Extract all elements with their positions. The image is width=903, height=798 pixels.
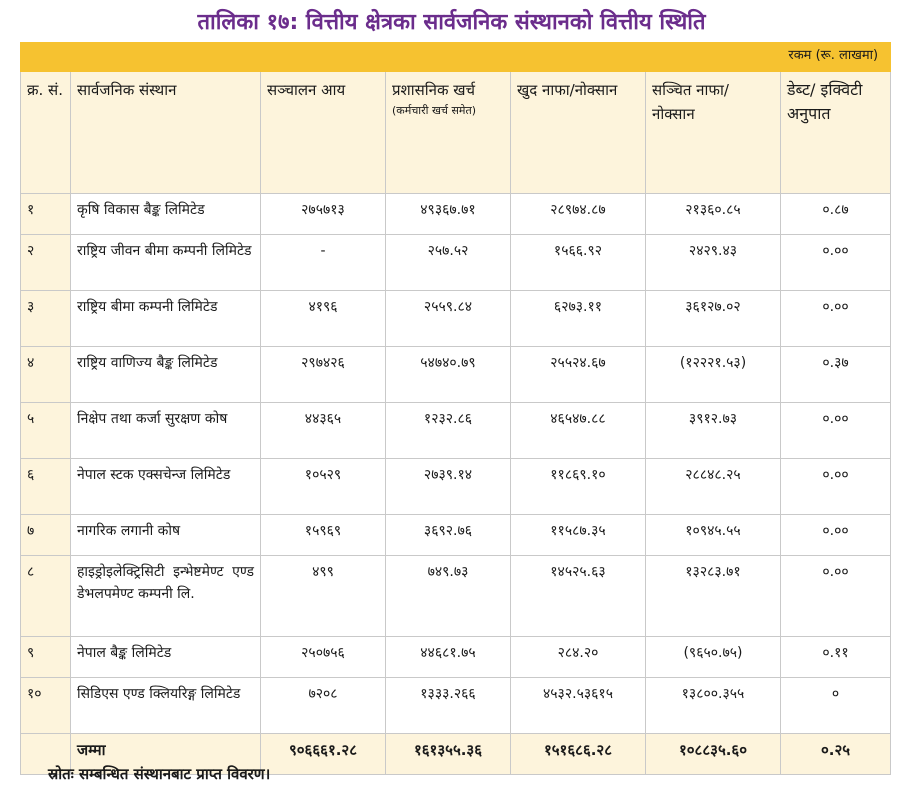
table-title: तालिका १७: वित्तीय क्षेत्रका सार्वजनिक संस्थानको वित्तीय स्थिति (197, 10, 706, 35)
financial-table-container (20, 42, 890, 775)
total-cum: १०८८३५.६० (646, 734, 781, 775)
header-income: सञ्चालन आय (261, 72, 386, 194)
row-debt: ०.०० (781, 235, 891, 291)
row-cum: २१३६०.८५ (646, 194, 781, 235)
row-admin: ४४६८१.७५ (386, 637, 511, 678)
row-admin: २७३९.१४ (386, 459, 511, 515)
row-cum: (९६५०.७५) (646, 637, 781, 678)
row-name: राष्ट्रिय वाणिज्य बैङ्क लिमिटेड (71, 347, 261, 403)
row-admin: ३६९२.७६ (386, 515, 511, 556)
row-income: १५९६९ (261, 515, 386, 556)
row-net: २८४.२० (511, 637, 646, 678)
table-row (21, 194, 891, 235)
table-row (21, 556, 891, 637)
row-income: २७५७१३ (261, 194, 386, 235)
row-net: ११८६९.१० (511, 459, 646, 515)
row-debt: ० (781, 678, 891, 734)
header-admin-note: (कर्मचारी खर्च समेत) (392, 104, 477, 117)
row-debt: ०.११ (781, 637, 891, 678)
header-admin-label: प्रशासनिक खर्च (392, 81, 476, 99)
row-net: १५६६.९२ (511, 235, 646, 291)
row-debt: ०.०० (781, 556, 891, 637)
table-row (21, 347, 891, 403)
row-cum: १०९४५.५५ (646, 515, 781, 556)
row-debt: ०.८७ (781, 194, 891, 235)
row-name: निक्षेप तथा कर्जा सुरक्षण कोष (71, 403, 261, 459)
row-name: हाइड्रोइलेक्ट्रिसिटी इन्भेष्टमेण्ट एण्ड डेभलपमेण्ट कम्पनी लि. (71, 556, 261, 637)
row-income: ४४३६५ (261, 403, 386, 459)
row-name: नेपाल स्टक एक्सचेन्ज लिमिटेड (71, 459, 261, 515)
table-row (21, 403, 891, 459)
table-row (21, 235, 891, 291)
row-name: राष्ट्रिय बीमा कम्पनी लिमिटेड (71, 291, 261, 347)
table-row (21, 291, 891, 347)
row-name: सिडिएस एण्ड क्लियरिङ्ग लिमिटेड (71, 678, 261, 734)
total-income: ९०६६६१.२८ (261, 734, 386, 775)
row-income: २९७४२६ (261, 347, 386, 403)
row-sn: ६ (21, 459, 71, 515)
row-income: - (261, 235, 386, 291)
total-admin: १६१३५५.३६ (386, 734, 511, 775)
row-debt: ०.०० (781, 403, 891, 459)
row-sn: ५ (21, 403, 71, 459)
row-admin: १२३२.८६ (386, 403, 511, 459)
row-sn: २ (21, 235, 71, 291)
header-net: खुद नाफा/नोक्सान (511, 72, 646, 194)
row-admin: ५४७४०.७९ (386, 347, 511, 403)
header-sn: क्र. सं. (21, 72, 71, 194)
row-name: नागरिक लगानी कोष (71, 515, 261, 556)
row-cum: ३६१२७.०२ (646, 291, 781, 347)
row-cum: ३९१२.७३ (646, 403, 781, 459)
table-row (21, 515, 891, 556)
row-income: ७२०८ (261, 678, 386, 734)
row-net: ११५८७.३५ (511, 515, 646, 556)
row-income: १०५२९ (261, 459, 386, 515)
unit-row (21, 43, 891, 72)
row-sn: १ (21, 194, 71, 235)
row-net: २८९७४.८७ (511, 194, 646, 235)
row-debt: ०.०० (781, 291, 891, 347)
total-net: १५१६८६.२८ (511, 734, 646, 775)
row-sn: ३ (21, 291, 71, 347)
row-net: ४६५४७.८८ (511, 403, 646, 459)
row-name: राष्ट्रिय जीवन बीमा कम्पनी लिमिटेड (71, 235, 261, 291)
row-income: ४९९ (261, 556, 386, 637)
row-admin: १३३३.२६६ (386, 678, 511, 734)
row-name: नेपाल बैङ्क लिमिटेड (71, 637, 261, 678)
header-row (21, 72, 891, 194)
source-note: स्रोतः सम्बन्धित संस्थानबाट प्राप्त विवरण। (48, 765, 271, 783)
header-admin (386, 72, 511, 194)
row-net: ६२७३.११ (511, 291, 646, 347)
row-net: ४५३२.५३६१५ (511, 678, 646, 734)
row-cum: (१२२२१.५३) (646, 347, 781, 403)
row-debt: ०.०० (781, 459, 891, 515)
row-income: ४१९६ (261, 291, 386, 347)
table-row (21, 637, 891, 678)
row-sn: ७ (21, 515, 71, 556)
row-net: १४५२५.६३ (511, 556, 646, 637)
unit-label: रकम (रू. लाखमा) (21, 43, 891, 72)
row-admin: ४९३६७.७१ (386, 194, 511, 235)
table-row (21, 459, 891, 515)
row-income: २५०७५६ (261, 637, 386, 678)
header-name: सार्वजनिक संस्थान (71, 72, 261, 194)
row-sn: ९ (21, 637, 71, 678)
row-net: २५५२४.६७ (511, 347, 646, 403)
row-name: कृषि विकास बैङ्क लिमिटेड (71, 194, 261, 235)
row-sn: ८ (21, 556, 71, 637)
table-row (21, 678, 891, 734)
row-debt: ०.०० (781, 515, 891, 556)
row-cum: १३८००.३५५ (646, 678, 781, 734)
header-cum: सञ्चित नाफा/ नोक्सान (646, 72, 781, 194)
row-admin: २५७.५२ (386, 235, 511, 291)
row-sn: १० (21, 678, 71, 734)
header-debt: डेब्ट/ इक्विटी अनुपात (781, 72, 891, 194)
row-debt: ०.३७ (781, 347, 891, 403)
row-admin: ७४९.७३ (386, 556, 511, 637)
row-cum: १३२८३.७१ (646, 556, 781, 637)
row-sn: ४ (21, 347, 71, 403)
row-cum: २८८४८.२५ (646, 459, 781, 515)
total-label: जम्मा (71, 734, 261, 775)
row-cum: २४२९.४३ (646, 235, 781, 291)
financial-status-table (20, 42, 891, 775)
total-debt: ०.२५ (781, 734, 891, 775)
row-admin: २५५९.८४ (386, 291, 511, 347)
